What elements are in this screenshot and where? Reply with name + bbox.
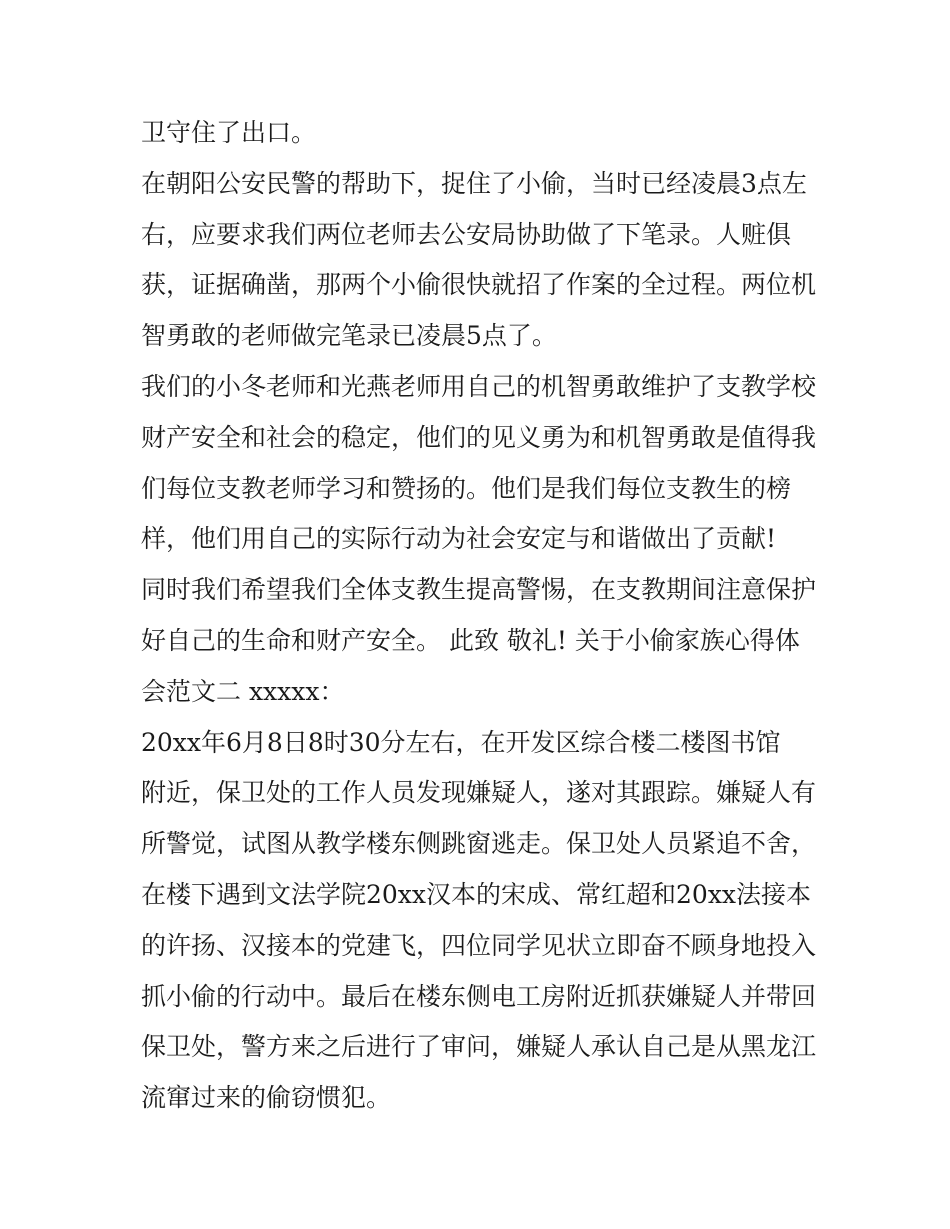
text-line: 附近，保卫处的工作人员发现嫌疑人，遂对其跟踪。嫌疑人有: [141, 778, 817, 808]
text-line: 所警觉，试图从教学楼东侧跳窗逃走。保卫处人员紧追不舍，: [141, 829, 817, 859]
text-line: 好自己的生命和财产安全。 此致 敬礼! 关于小偷家族心得体: [141, 625, 800, 655]
text-line: 20xx年6月8日8时30分左右，在开发区综合楼二楼图书馆: [141, 727, 781, 757]
text-line: 保卫处，警方来之后进行了审问，嫌疑人承认自己是从黑龙江: [141, 1032, 817, 1062]
text-line: 会范文二 xxxxx：: [141, 676, 345, 706]
text-line: 的许扬、汉接本的党建飞，四位同学见状立即奋不顾身地投入: [141, 930, 817, 960]
document-body: [141, 108, 821, 1124]
text-line: 流窜过来的偷窃惯犯。: [141, 1083, 392, 1113]
text-line: 智勇敢的老师做完笔录已凌晨5点了。: [141, 321, 557, 351]
text-line: 财产安全和社会的稳定，他们的见义勇为和机智勇敢是值得我: [141, 422, 817, 452]
text-line: 获，证据确凿，那两个小偷很快就招了作案的全过程。两位机: [141, 270, 817, 300]
text-line: 卫守住了出口。: [141, 118, 317, 147]
text-line: 抓小偷的行动中。最后在楼东侧电工房附近抓获嫌疑人并带回: [141, 981, 817, 1011]
text-line: 在朝阳公安民警的帮助下，捉住了小偷，当时已经凌晨3点左: [141, 168, 807, 198]
text-line: 右，应要求我们两位老师去公安局协助做了下笔录。人赃俱: [141, 219, 792, 249]
text-line: 样，他们用自己的实际行动为社会安定与和谐做出了贡献!: [141, 524, 777, 554]
text-line: 我们的小冬老师和光燕老师用自己的机智勇敢维护了支教学校: [141, 371, 817, 401]
text-line: 同时我们希望我们全体支教生提高警惕，在支教期间注意保护: [141, 575, 817, 605]
text-line: 们每位支教老师学习和赞扬的。他们是我们每位支教生的榜: [141, 473, 792, 503]
text-line: 在楼下遇到文法学院20xx汉本的宋成、常红超和20xx法接本: [141, 879, 812, 909]
